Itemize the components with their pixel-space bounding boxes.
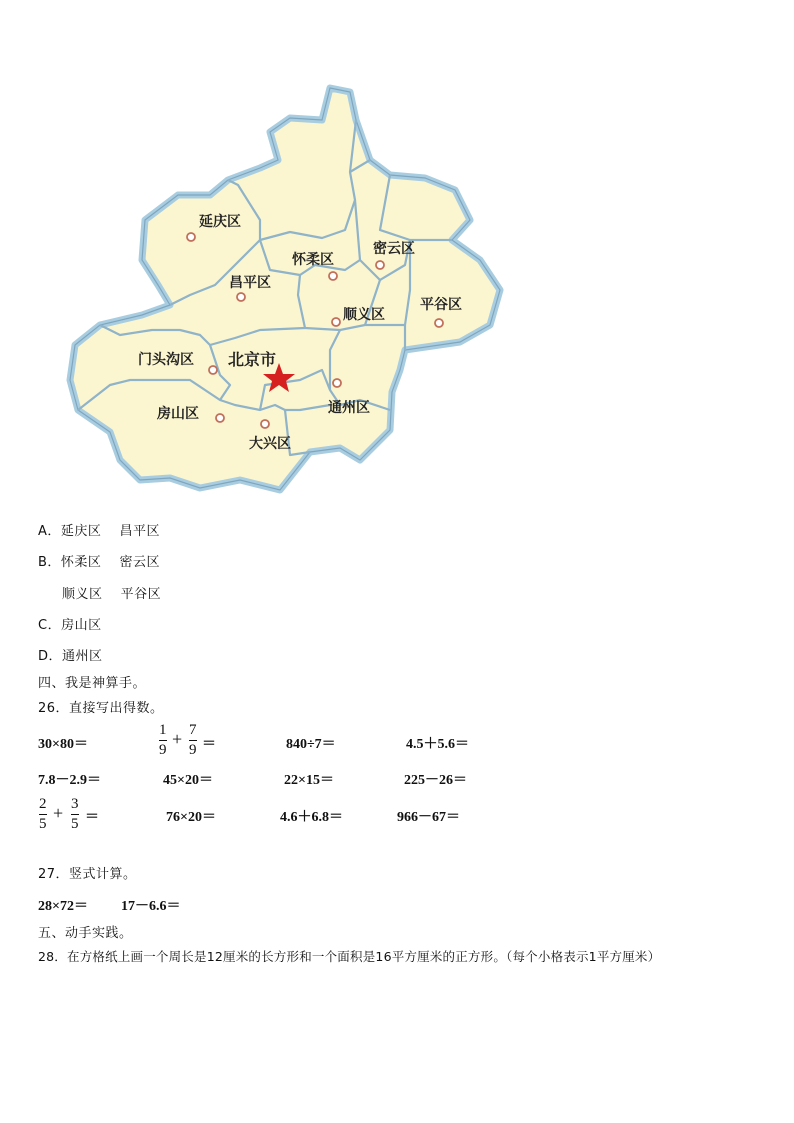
fraction	[189, 722, 197, 759]
option-b-line2: 顺义区 平谷区	[62, 587, 162, 602]
option-letter: C．	[38, 618, 62, 633]
calc-item: 22×15＝	[284, 773, 334, 788]
calc-item: 30×80＝	[38, 737, 88, 752]
fraction-numerator: 3	[71, 796, 79, 812]
option-text: 房山区	[61, 618, 102, 633]
option-d	[38, 645, 103, 664]
option-letter: D．	[38, 649, 63, 664]
equals-sign: ＝	[202, 737, 216, 752]
plus-sign: +	[53, 803, 64, 823]
capital-label: 北京市	[228, 350, 277, 369]
district-label: 怀柔区	[292, 252, 334, 268]
calc-item: 225－26＝	[404, 773, 467, 788]
equals-sign: ＝	[85, 810, 99, 825]
fraction-numerator: 2	[39, 796, 47, 812]
district-label: 密云区	[373, 241, 415, 257]
option-text: 怀柔区 密云区	[60, 555, 161, 570]
option-text: 延庆区 昌平区	[60, 524, 161, 539]
calc-item: 7.8－2.9＝	[38, 773, 101, 788]
fraction-denominator: 9	[189, 742, 197, 758]
fraction-numerator: 1	[159, 722, 167, 738]
fraction-numerator: 7	[189, 722, 197, 738]
calc-item: 45×20＝	[163, 773, 213, 788]
district-label: 昌平区	[229, 275, 271, 291]
district-label: 平谷区	[420, 297, 462, 313]
option-text: 通州区	[62, 649, 103, 664]
fraction	[39, 796, 47, 833]
calc-item: 76×20＝	[166, 810, 216, 825]
option-c	[38, 614, 102, 633]
calc-item: 4.6＋6.8＝	[280, 810, 343, 825]
district-label: 通州区	[328, 400, 370, 416]
option-a	[38, 520, 160, 539]
district-label: 门头沟区	[138, 352, 194, 368]
map-outline	[70, 88, 500, 490]
district-label: 大兴区	[249, 436, 291, 452]
fraction-denominator: 9	[159, 742, 167, 758]
section-heading: 四、我是神算手。	[38, 676, 147, 691]
question-26-title: 26．直接写出得数。	[38, 701, 164, 716]
question-27-title: 27．竖式计算。	[38, 867, 137, 882]
option-letter: B．	[38, 555, 61, 570]
district-label: 顺义区	[343, 307, 385, 323]
calc-item: 966－67＝	[397, 810, 460, 825]
calc-item: 4.5＋5.6＝	[406, 737, 469, 752]
plus-sign: +	[172, 729, 183, 749]
option-b	[38, 551, 160, 570]
question-28-text: 28．在方格纸上画一个周长是12厘米的长方形和一个面积是16平方厘米的正方形。（每个小格表示1平方厘米）	[38, 949, 661, 964]
beijing-district-map	[60, 80, 540, 510]
fraction	[159, 722, 167, 759]
calc-item: 17－6.6＝	[121, 899, 181, 914]
calc-item: 840÷7＝	[286, 737, 336, 752]
fraction-denominator: 5	[39, 816, 47, 832]
section-heading: 五、动手实践。	[38, 926, 133, 941]
district-label: 房山区	[157, 406, 199, 422]
fraction	[71, 796, 79, 833]
district-label: 延庆区	[199, 214, 241, 230]
calc-item: 28×72＝	[38, 899, 88, 914]
fraction-denominator: 5	[71, 816, 79, 832]
option-letter: A．	[38, 524, 61, 539]
